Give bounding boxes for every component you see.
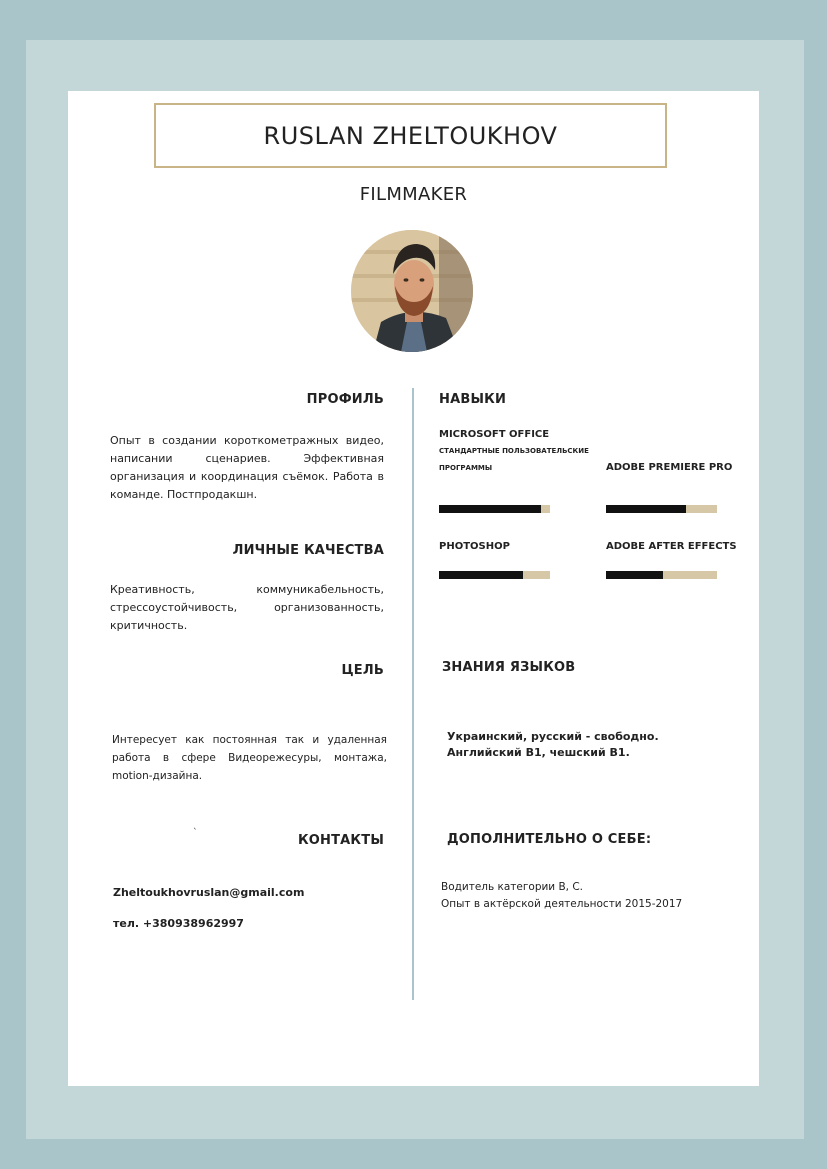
skill-bar-fill [606,505,686,513]
skill-label-premiere: ADOBE PREMIERE PRO [606,462,733,473]
languages-line-1: Украинский, русский - свободно. [447,730,659,743]
qualities-heading: ЛИЧНЫЕ КАЧЕСТВА [232,543,384,558]
skill-sublabel-ms-office: СТАНДАРТНЫЕ ПОЛЬЗОВАТЕЛЬСКИЕ ПРОГРАММЫ [439,447,589,472]
goal-text: Интересует как постоянная так и удаленная работа в сфере Видеорежесуры, монтажа, motion-дизайна. [112,734,387,782]
qualities-text: Креативность, коммуникабельность, стрессоустойчивость, организованность, критичность. [110,583,384,632]
skill-label-photoshop: PHOTOSHOP [439,541,510,552]
column-divider [412,388,414,1000]
skills-heading: НАВЫКИ [439,392,507,407]
profile-text: Опыт в создании короткометражных видео, написании сценариев. Эффективная организация и координация съёмок. Работа в команде. Постпродакшн. [110,434,384,501]
extra-line-1: Водитель категории В, С. [441,881,584,893]
skill-bar-photoshop [439,571,550,579]
portrait-illustration [351,230,473,352]
skill-bar-ms-office [439,505,550,513]
skill-bar-premiere [606,505,717,513]
profile-heading: ПРОФИЛЬ [306,392,384,407]
contacts-heading: КОНТАКТЫ [297,833,384,848]
stray-mark: ` [193,828,198,838]
skill-bar-fill [439,505,541,513]
profile-photo [351,230,473,352]
skill-bar-fill [439,571,523,579]
extra-heading: ДОПОЛНИТЕЛЬНО О СЕБЕ: [447,832,652,847]
person-name: RUSLAN ZHELTOUKHOV [263,121,558,150]
job-title: FILMMAKER [359,184,468,205]
skill-label-ms-office: MICROSOFT OFFICE [439,429,550,440]
contact-email[interactable]: Zheltoukhovruslan@gmail.com [113,886,305,899]
skill-label-after-effects: ADOBE AFTER EFFECTS [606,541,737,552]
languages-heading: ЗНАНИЯ ЯЗЫКОВ [442,660,576,675]
contact-phone[interactable]: тел. +380938962997 [113,917,244,930]
name-banner [154,103,667,168]
skill-bar-fill [606,571,663,579]
skill-bar-after-effects [606,571,717,579]
goal-heading: ЦЕЛЬ [341,663,384,678]
extra-line-2: Опыт в актёрской деятельности 2015-2017 [441,898,683,910]
languages-line-2: Английский В1, чешский В1. [447,746,630,759]
